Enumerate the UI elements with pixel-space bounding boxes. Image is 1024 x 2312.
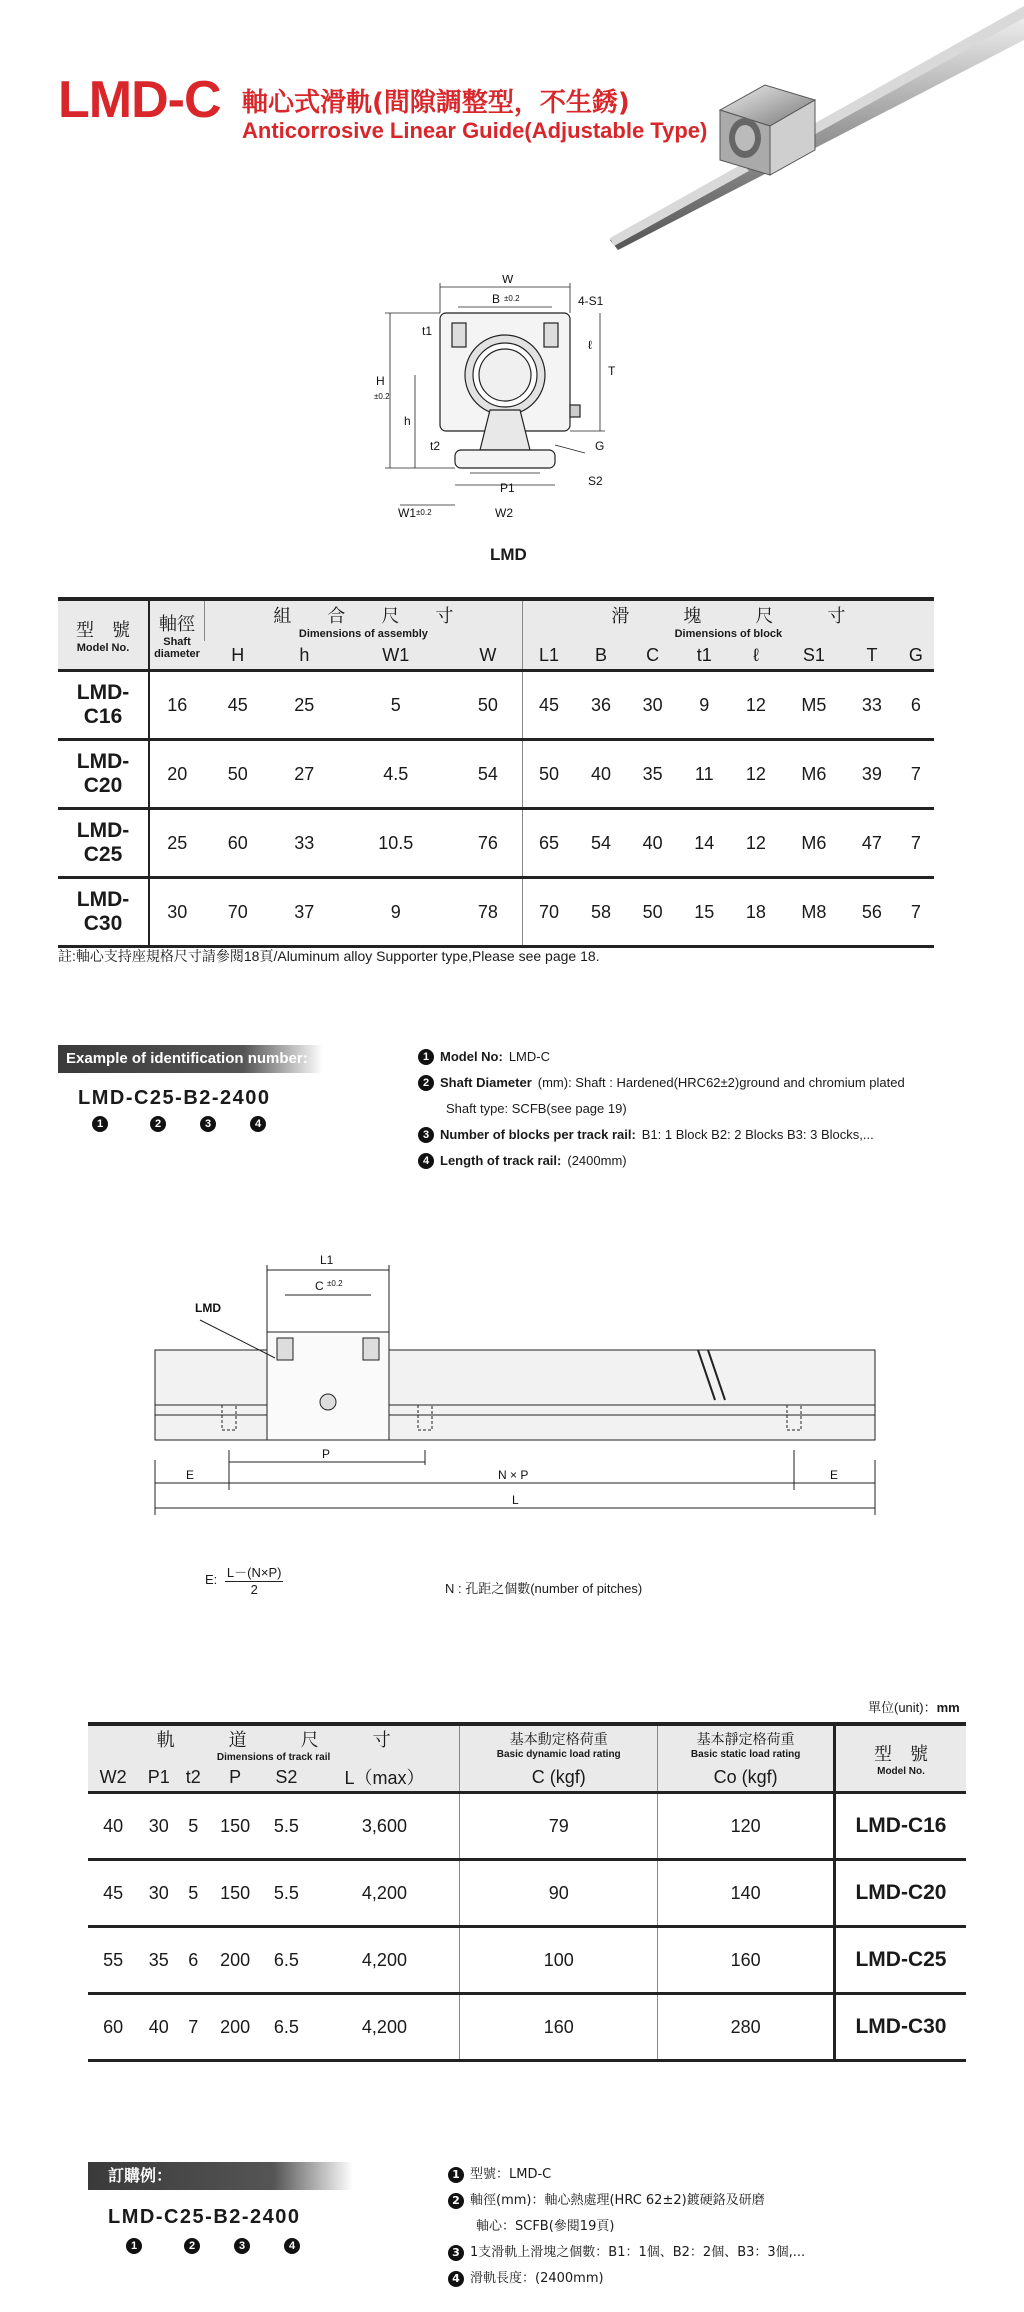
th-col: T bbox=[846, 641, 898, 671]
row-model: LMD-C25 bbox=[58, 809, 149, 878]
row-cell: 45 bbox=[522, 671, 575, 740]
legend-item bbox=[418, 1122, 905, 1148]
legend-badge: 4 bbox=[418, 1153, 434, 1169]
row-shaft: 30 bbox=[149, 878, 205, 947]
th-col: t2 bbox=[179, 1763, 207, 1793]
legend-text: Shaft type: SCFB(see page 19) bbox=[446, 1101, 627, 1116]
legend-label: Model No: bbox=[440, 1049, 503, 1064]
row-cell: 60 bbox=[205, 809, 272, 878]
row-cell: 78 bbox=[454, 878, 522, 947]
row-cell: 27 bbox=[271, 740, 338, 809]
row-cell: M6 bbox=[782, 740, 846, 809]
th-col: h bbox=[271, 641, 338, 671]
row-cell: 4,200 bbox=[310, 1927, 460, 1994]
th-block: 滑 塊 尺 寸 Dimensions of block bbox=[522, 599, 934, 641]
row-cell: 5 bbox=[338, 671, 454, 740]
row-cell: 25 bbox=[271, 671, 338, 740]
legend-label: Length of track rail: bbox=[440, 1153, 562, 1168]
th-col: S1 bbox=[782, 641, 846, 671]
row-cell: 12 bbox=[730, 740, 782, 809]
row-cell: 58 bbox=[575, 878, 627, 947]
row-model: LMD-C25 bbox=[835, 1927, 967, 1994]
row-cell: 7 bbox=[898, 740, 934, 809]
row-cell: 5.5 bbox=[263, 1860, 310, 1927]
th-dynamic: 基本動定格荷重 Basic dynamic load rating bbox=[460, 1724, 658, 1763]
table-row bbox=[58, 740, 934, 809]
row-model: LMD-C16 bbox=[835, 1793, 967, 1860]
legend-item bbox=[448, 2188, 805, 2214]
legend-text: 1支滑軌上滑塊之個數：B1：1個、B2：2個、B3：3個,... bbox=[470, 2245, 806, 2260]
label-G: G bbox=[595, 439, 605, 453]
table-row bbox=[88, 1860, 966, 1927]
diagram-caption: LMD bbox=[490, 545, 527, 564]
example-heading: Example of identification number: bbox=[58, 1045, 323, 1073]
label-L: L bbox=[512, 1493, 519, 1507]
number-badge: 2 bbox=[184, 2238, 200, 2254]
row-cell: 50 bbox=[454, 671, 522, 740]
row-cell: 30 bbox=[138, 1860, 179, 1927]
legend-label: Number of blocks per track rail: bbox=[440, 1127, 636, 1142]
row-cell: 45 bbox=[88, 1860, 138, 1927]
row-cell: 30 bbox=[627, 671, 679, 740]
row-cell: 160 bbox=[460, 1994, 658, 2061]
legend-text: 軸心：SCFB(參閱19頁) bbox=[476, 2219, 615, 2234]
row-cell: 40 bbox=[575, 740, 627, 809]
row-cell: 50 bbox=[627, 878, 679, 947]
title-english: Anticorrosive Linear Guide(Adjustable Type) bbox=[242, 118, 708, 143]
row-cell: 140 bbox=[658, 1860, 835, 1927]
th-static: 基本靜定格荷重 Basic static load rating bbox=[658, 1724, 835, 1763]
order-legend bbox=[448, 2162, 805, 2292]
label-h: h bbox=[404, 414, 411, 428]
label-T: T bbox=[608, 364, 616, 378]
order-example-code: LMD-C25-B2-2400 bbox=[108, 2206, 301, 2228]
row-cell: 33 bbox=[271, 809, 338, 878]
block-section-diagram bbox=[330, 275, 660, 520]
legend-item bbox=[448, 2162, 805, 2188]
label-l: ℓ bbox=[588, 338, 592, 352]
row-cell: 33 bbox=[846, 671, 898, 740]
label-P1: P1 bbox=[500, 481, 515, 495]
label-W2: W2 bbox=[495, 506, 513, 520]
row-cell: 30 bbox=[138, 1793, 179, 1860]
row-cell: 47 bbox=[846, 809, 898, 878]
th-col: W2 bbox=[88, 1763, 138, 1793]
row-cell: 40 bbox=[138, 1994, 179, 2061]
row-cell: 79 bbox=[460, 1793, 658, 1860]
row-model: LMD-C20 bbox=[58, 740, 149, 809]
row-cell: 18 bbox=[730, 878, 782, 947]
th-col: L1 bbox=[522, 641, 575, 671]
row-cell: 15 bbox=[678, 878, 730, 947]
label-W: W bbox=[502, 275, 514, 286]
legend-text: B1: 1 Block B2: 2 Blocks B3: 3 Blocks,... bbox=[641, 1127, 874, 1142]
label-C: C bbox=[315, 1279, 324, 1293]
row-cell: M6 bbox=[782, 809, 846, 878]
label-P: P bbox=[322, 1447, 331, 1461]
row-cell: 14 bbox=[678, 809, 730, 878]
row-cell: 200 bbox=[207, 1927, 263, 1994]
th-col: S2 bbox=[263, 1763, 310, 1793]
example-code-numbers bbox=[92, 1116, 266, 1132]
product-rail-image bbox=[600, 0, 1024, 250]
label-C-tol: ±0.2 bbox=[327, 1279, 343, 1288]
row-shaft: 25 bbox=[149, 809, 205, 878]
row-cell: M8 bbox=[782, 878, 846, 947]
row-cell: 5 bbox=[179, 1793, 207, 1860]
row-cell: 7 bbox=[898, 878, 934, 947]
title-chinese: 軸心式滑軌(間隙調整型，不生銹) bbox=[242, 88, 630, 118]
row-cell: 280 bbox=[658, 1994, 835, 2061]
row-cell: 90 bbox=[460, 1860, 658, 1927]
order-code-numbers bbox=[126, 2238, 300, 2254]
row-cell: 65 bbox=[522, 809, 575, 878]
row-cell: 6.5 bbox=[263, 1927, 310, 1994]
row-cell: 35 bbox=[627, 740, 679, 809]
th-col: P bbox=[207, 1763, 263, 1793]
legend-item bbox=[448, 2240, 805, 2266]
legend-text: 滑軌長度：(2400mm) bbox=[470, 2271, 604, 2286]
label-NxP: N × P bbox=[498, 1468, 529, 1482]
unit-label: 單位(unit)：mm bbox=[868, 1700, 960, 1715]
legend-item bbox=[418, 1096, 905, 1122]
row-cell: 4.5 bbox=[338, 740, 454, 809]
rail-dimensions-table bbox=[88, 1722, 966, 2062]
th-model2: 型 號 Model No. bbox=[835, 1724, 967, 1793]
example-code: LMD-C25-B2-2400 bbox=[78, 1087, 271, 1109]
row-cell: 6.5 bbox=[263, 1994, 310, 2061]
row-cell: 10.5 bbox=[338, 809, 454, 878]
th-col: W1 bbox=[338, 641, 454, 671]
row-cell: 5 bbox=[179, 1860, 207, 1927]
legend-item bbox=[448, 2266, 805, 2292]
legend-badge: 3 bbox=[448, 2245, 464, 2261]
row-cell: 45 bbox=[205, 671, 272, 740]
pitch-note: N : 孔距之個數(number of pitches) bbox=[445, 1581, 643, 1596]
th-col: H bbox=[205, 641, 272, 671]
row-cell: 150 bbox=[207, 1793, 263, 1860]
row-cell: 6 bbox=[898, 671, 934, 740]
legend-item bbox=[448, 2214, 805, 2240]
label-H-tol: ±0.2 bbox=[374, 392, 390, 401]
example-legend bbox=[418, 1044, 905, 1174]
row-cell: 70 bbox=[522, 878, 575, 947]
row-cell: 60 bbox=[88, 1994, 138, 2061]
legend-badge: 1 bbox=[418, 1049, 434, 1065]
rail-length-diagram bbox=[150, 1250, 880, 1530]
label-t2: t2 bbox=[430, 439, 441, 453]
legend-badge: 4 bbox=[448, 2271, 464, 2287]
table-row bbox=[58, 671, 934, 740]
row-cell: 54 bbox=[575, 809, 627, 878]
number-badge: 1 bbox=[92, 1116, 108, 1132]
row-cell: 4,200 bbox=[310, 1860, 460, 1927]
row-cell: 160 bbox=[658, 1927, 835, 1994]
legend-item bbox=[418, 1148, 905, 1174]
number-badge: 2 bbox=[150, 1116, 166, 1132]
row-model: LMD-C16 bbox=[58, 671, 149, 740]
order-example-heading: 訂購例： bbox=[88, 2162, 353, 2190]
number-badge: 3 bbox=[234, 2238, 250, 2254]
label-S1: 4-S1 bbox=[578, 294, 604, 308]
row-cell: 70 bbox=[205, 878, 272, 947]
row-cell: 9 bbox=[678, 671, 730, 740]
number-badge: 4 bbox=[250, 1116, 266, 1132]
row-model: LMD-C30 bbox=[835, 1994, 967, 2061]
row-cell: 76 bbox=[454, 809, 522, 878]
block-dimensions-table bbox=[58, 597, 934, 948]
brand-title: LMD-C bbox=[58, 71, 221, 129]
row-cell: 120 bbox=[658, 1793, 835, 1860]
row-cell: 7 bbox=[179, 1994, 207, 2061]
th-col: C (kgf) bbox=[460, 1763, 658, 1793]
table-row bbox=[88, 1793, 966, 1860]
th-assembly: 組 合 尺 寸 Dimensions of assembly bbox=[205, 599, 523, 641]
row-cell: 50 bbox=[522, 740, 575, 809]
legend-label: Shaft Diameter bbox=[440, 1075, 532, 1090]
formula-numerator: L－(N×P) bbox=[225, 1562, 284, 1582]
row-cell: 50 bbox=[205, 740, 272, 809]
label-W1: W1 bbox=[398, 506, 416, 520]
table-row bbox=[58, 809, 934, 878]
row-model: LMD-C20 bbox=[835, 1860, 967, 1927]
table-row bbox=[58, 878, 934, 947]
legend-item bbox=[418, 1070, 905, 1096]
legend-text: LMD-C bbox=[508, 1049, 550, 1064]
th-col: L（max） bbox=[310, 1763, 460, 1793]
th-col: ℓ bbox=[730, 641, 782, 671]
row-cell: 40 bbox=[627, 809, 679, 878]
formula-denominator: 2 bbox=[250, 1582, 258, 1597]
label-t1: t1 bbox=[422, 324, 433, 338]
row-cell: 39 bbox=[846, 740, 898, 809]
row-cell: 5.5 bbox=[263, 1793, 310, 1860]
legend-text: (2400mm) bbox=[567, 1153, 627, 1168]
row-cell: 12 bbox=[730, 671, 782, 740]
label-S2: S2 bbox=[588, 474, 603, 488]
th-shaft: 軸徑 Shaft diameter bbox=[149, 599, 205, 671]
th-col: Co (kgf) bbox=[658, 1763, 835, 1793]
th-col: B bbox=[575, 641, 627, 671]
number-badge: 4 bbox=[284, 2238, 300, 2254]
th-col: t1 bbox=[678, 641, 730, 671]
th-col: G bbox=[898, 641, 934, 671]
legend-badge: 3 bbox=[418, 1127, 434, 1143]
legend-badge: 2 bbox=[448, 2193, 464, 2209]
table-row bbox=[88, 1927, 966, 1994]
row-cell: 100 bbox=[460, 1927, 658, 1994]
row-cell: 9 bbox=[338, 878, 454, 947]
row-cell: 56 bbox=[846, 878, 898, 947]
row-cell: 55 bbox=[88, 1927, 138, 1994]
legend-text: 軸徑(mm)：軸心熱處理(HRC 62±2)鍍硬鉻及研磨 bbox=[470, 2193, 765, 2208]
label-W1-tol: ±0.2 bbox=[416, 508, 432, 517]
row-cell: 12 bbox=[730, 809, 782, 878]
legend-text: (mm): Shaft : Hardened(HRC62±2)ground and chromium plated bbox=[537, 1075, 905, 1090]
legend-badge: 1 bbox=[448, 2167, 464, 2183]
table-row bbox=[88, 1994, 966, 2061]
th-rail: 軌 道 尺 寸 Dimensions of track rail bbox=[88, 1724, 460, 1763]
row-cell: 3,600 bbox=[310, 1793, 460, 1860]
label-B-tol: ±0.2 bbox=[504, 294, 520, 303]
legend-text: 型號：LMD-C bbox=[470, 2167, 552, 2182]
row-cell: 4,200 bbox=[310, 1994, 460, 2061]
label-L1: L1 bbox=[320, 1253, 334, 1267]
row-cell: 7 bbox=[898, 809, 934, 878]
row-cell: 36 bbox=[575, 671, 627, 740]
number-badge: 1 bbox=[126, 2238, 142, 2254]
e-formula: E: $\frac{L-(N\times P)}{2}$ bbox=[205, 1562, 283, 1597]
label-LMD: LMD bbox=[195, 1301, 221, 1315]
th-col: P1 bbox=[138, 1763, 179, 1793]
label-H: H bbox=[376, 374, 385, 388]
th-col: C bbox=[627, 641, 679, 671]
label-E-right: E bbox=[830, 1468, 839, 1482]
row-shaft: 16 bbox=[149, 671, 205, 740]
row-cell: 11 bbox=[678, 740, 730, 809]
label-E-left: E bbox=[186, 1468, 195, 1482]
note-supporter: 註:軸心支持座規格尺寸請參閱18頁/Aluminum alloy Supporter type,Please see page 18. bbox=[58, 948, 600, 964]
row-cell: 37 bbox=[271, 878, 338, 947]
label-B: B bbox=[492, 292, 501, 306]
row-cell: M5 bbox=[782, 671, 846, 740]
legend-badge: 2 bbox=[418, 1075, 434, 1091]
row-cell: 150 bbox=[207, 1860, 263, 1927]
th-model: 型 號 Model No. bbox=[58, 599, 149, 671]
row-cell: 200 bbox=[207, 1994, 263, 2061]
row-cell: 40 bbox=[88, 1793, 138, 1860]
th-col: W bbox=[454, 641, 522, 671]
row-cell: 35 bbox=[138, 1927, 179, 1994]
row-cell: 54 bbox=[454, 740, 522, 809]
number-badge: 3 bbox=[200, 1116, 216, 1132]
row-model: LMD-C30 bbox=[58, 878, 149, 947]
legend-item bbox=[418, 1044, 905, 1070]
row-cell: 6 bbox=[179, 1927, 207, 1994]
row-shaft: 20 bbox=[149, 740, 205, 809]
